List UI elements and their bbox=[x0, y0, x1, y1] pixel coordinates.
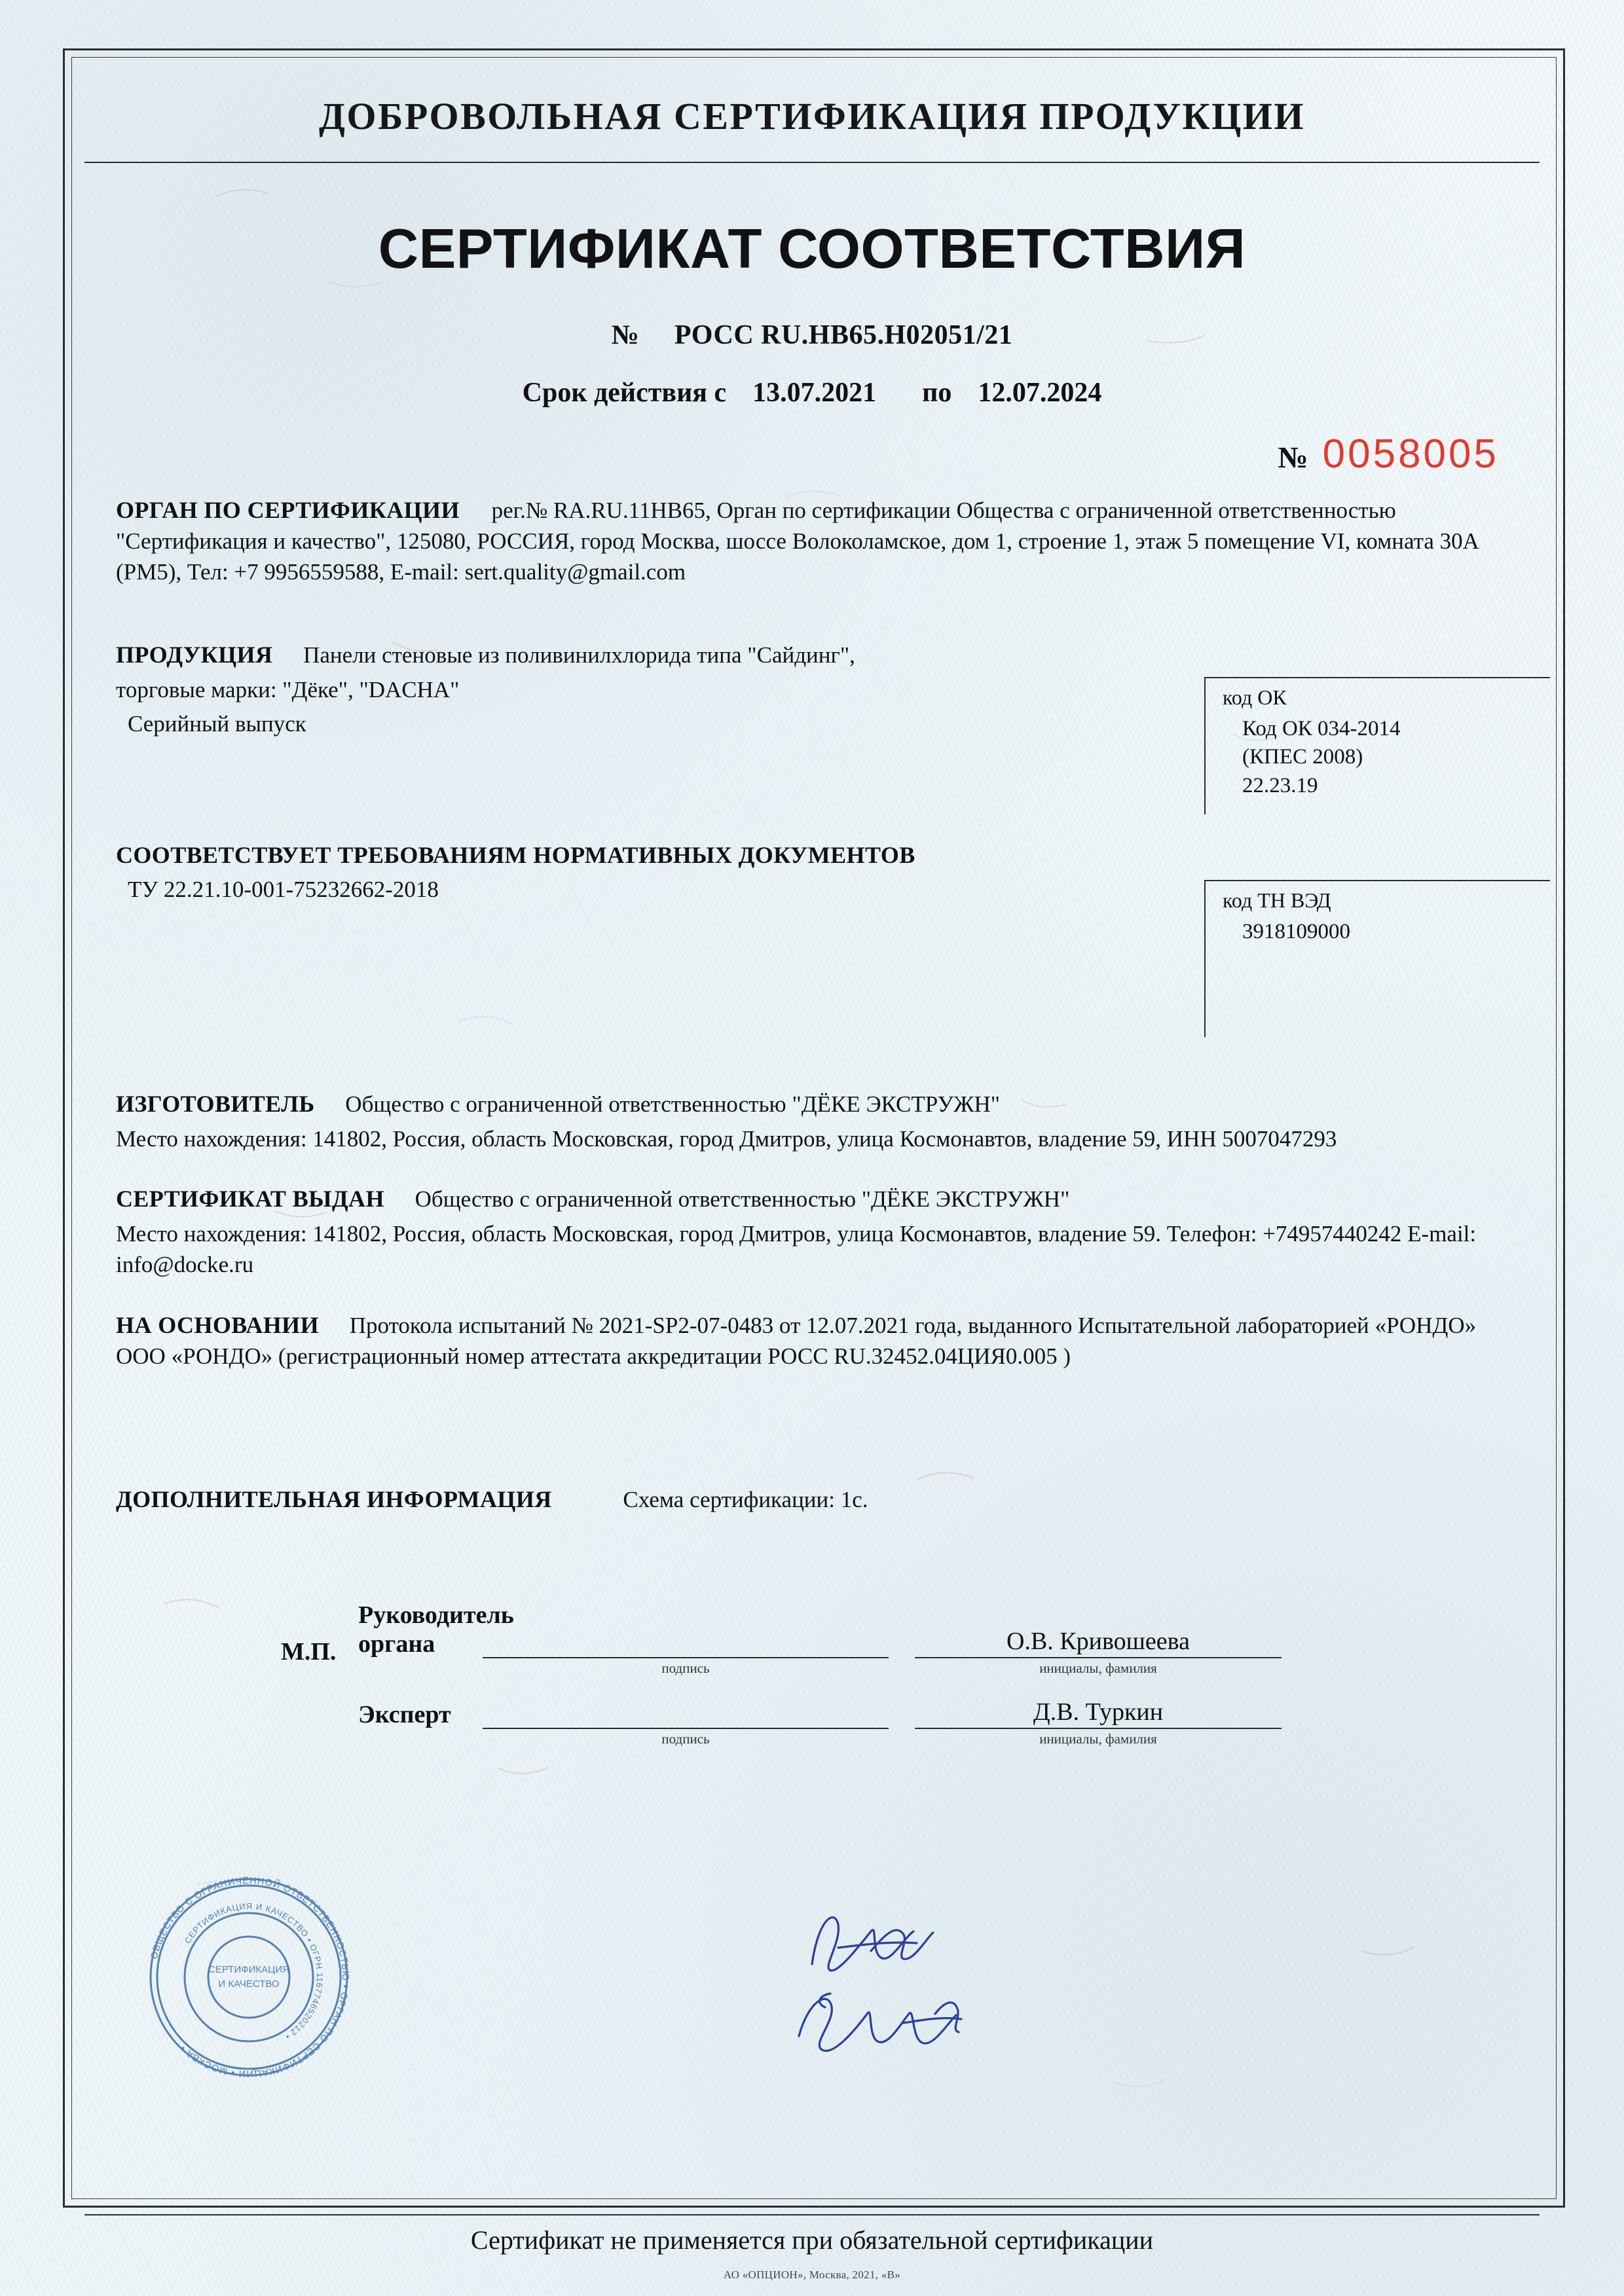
tnved-code-box bbox=[1204, 880, 1550, 1037]
signature-name-head bbox=[915, 1627, 1282, 1676]
signature-name-expert bbox=[915, 1698, 1282, 1747]
product-and-ok-block bbox=[84, 639, 1540, 855]
validity-label: Срок действия с bbox=[522, 378, 727, 408]
banner bbox=[84, 70, 1540, 163]
standards-text: ТУ 22.21.10-001-75232662-2018 bbox=[128, 876, 439, 902]
certificate-number-label: № bbox=[611, 320, 639, 350]
issued-to-name: Общество с ограниченной ответственностью "ДЁКЕ ЭКСТРУЖН" bbox=[415, 1186, 1070, 1212]
product-heading: ПРОДУКЦИЯ bbox=[116, 641, 273, 668]
svg-text:И КАЧЕСТВО: И КАЧЕСТВО bbox=[218, 1978, 280, 1990]
footer-note: Сертификат не применяется при обязательной сертификации bbox=[84, 2214, 1540, 2255]
issued-to-section bbox=[84, 1183, 1540, 1281]
signature-role-head: Руководитель органа bbox=[358, 1601, 514, 1658]
blank-number-sign: № bbox=[1278, 441, 1308, 474]
signature-caption-expert: подпись bbox=[661, 1730, 710, 1747]
ok-code-line-1: Код ОК 034-2014 bbox=[1242, 716, 1401, 740]
blank-number-value: 0058005 bbox=[1322, 431, 1499, 477]
manufacturer-section bbox=[84, 1088, 1540, 1155]
svg-text:СЕРТИФИКАЦИЯ И КАЧЕСТВО • ОГРН: СЕРТИФИКАЦИЯ И КАЧЕСТВО • ОГРН 1167746520212 • bbox=[182, 1901, 325, 2042]
issued-to-address: Место нахождения: 141802, Россия, область Московская, город Дмитров, улица Космонавтов, владение 59. Телефон: +74957440242 E-mail: info@docke.ru bbox=[116, 1221, 1477, 1278]
signature-name-head-text: О.В. Кривошеева bbox=[1006, 1627, 1190, 1655]
validity-date-from: 13.07.2021 bbox=[752, 378, 877, 408]
product-line-1: Панели стеновые из поливинилхлорида типа "Сайдинг", bbox=[303, 642, 855, 668]
standards-heading: СООТВЕТСТВУЕТ ТРЕБОВАНИЯМ НОРМАТИВНЫХ ДОКУМЕНТОВ bbox=[116, 841, 915, 868]
certificate-number-row bbox=[84, 319, 1540, 351]
ok-code-label: код ОК bbox=[1223, 685, 1287, 709]
signature-line-expert bbox=[483, 1698, 889, 1747]
validity-row bbox=[84, 377, 1540, 409]
signature-row-expert bbox=[116, 1698, 1505, 1747]
issued-to-heading: СЕРТИФИКАТ ВЫДАН bbox=[116, 1186, 384, 1212]
basis-heading: НА ОСНОВАНИИ bbox=[116, 1312, 319, 1339]
svg-text:ОБЩЕСТВО С ОГРАНИЧЕННОЙ ОТВЕТС: ОБЩЕСТВО С ОГРАНИЧЕННОЙ ОТВЕТСТВЕННОСТЬЮ • ОРГАН ПО СЕРТИФИКАЦИИ • МОСКВА • bbox=[149, 1875, 351, 2079]
additional-info-text: Схема сертификации: 1с. bbox=[623, 1486, 868, 1512]
ok-code-line-2: (КПЕС 2008) bbox=[1242, 745, 1363, 769]
additional-info-heading: ДОПОЛНИТЕЛЬНАЯ ИНФОРМАЦИЯ bbox=[116, 1485, 552, 1512]
product-line-2: торговые марки: "Дёке", "DACHA" bbox=[116, 676, 460, 702]
signature-area bbox=[84, 1601, 1540, 1747]
certificate-number-value: РОСС RU.НВ65.Н02051/21 bbox=[674, 320, 1013, 350]
manufacturer-heading: ИЗГОТОВИТЕЛЬ bbox=[116, 1090, 315, 1117]
manufacturer-address: Место нахождения: 141802, Россия, область Московская, город Дмитров, улица Космонавтов, владение 59, ИНН 5007047293 bbox=[116, 1125, 1337, 1152]
basis-text: Протокола испытаний № 2021-SP2-07-0483 от 12.07.2021 года, выданного Испытательной лабораторией «РОНДО» ООО «РОНДО» (регистрационный номер аттестата аккредитации РОСС RU.32452.04ЦИЯ0.005 ) bbox=[116, 1313, 1477, 1370]
validity-date-to: 12.07.2024 bbox=[978, 378, 1102, 408]
banner-title: ДОБРОВОЛЬНАЯ СЕРТИФИКАЦИЯ ПРОДУКЦИИ bbox=[319, 94, 1305, 137]
tnved-code-value: 3918109000 bbox=[1242, 919, 1350, 943]
additional-info-section bbox=[84, 1484, 1540, 1516]
tnved-code-label: код ТН ВЭД bbox=[1223, 888, 1331, 912]
standards-and-tnved-block bbox=[84, 839, 1540, 1036]
signature-role-expert: Эксперт bbox=[358, 1700, 451, 1728]
stamp-label: М.П. bbox=[281, 1637, 337, 1666]
certification-body-section bbox=[84, 494, 1540, 588]
signature-line-head bbox=[483, 1627, 889, 1676]
signature-name-caption-head: инициалы, фамилия bbox=[1039, 1660, 1157, 1676]
signature-caption-head: подпись bbox=[661, 1660, 710, 1676]
signature-name-expert-text: Д.В. Туркин bbox=[1033, 1698, 1164, 1726]
page-title: СЕРТИФИКАТ СООТВЕТСТВИЯ bbox=[378, 218, 1246, 280]
blank-number-row bbox=[84, 431, 1540, 477]
printer-imprint: АО «ОПЦИОН», Москва, 2021, «В» bbox=[723, 2269, 901, 2281]
manufacturer-name: Общество с ограниченной ответственностью "ДЁКЕ ЭКСТРУЖН" bbox=[345, 1091, 1001, 1117]
ok-code-line-3: 22.23.19 bbox=[1242, 774, 1318, 797]
certification-body-heading: ОРГАН ПО СЕРТИФИКАЦИИ bbox=[116, 497, 460, 523]
signature-name-caption-expert: инициалы, фамилия bbox=[1039, 1730, 1157, 1747]
basis-section bbox=[84, 1309, 1540, 1372]
validity-to-label: по bbox=[922, 378, 952, 408]
ok-code-box bbox=[1204, 677, 1550, 814]
product-line-3: Серийный выпуск bbox=[128, 711, 306, 737]
svg-text:СЕРТИФИКАЦИЯ: СЕРТИФИКАЦИЯ bbox=[208, 1964, 289, 1975]
certification-body-text: рег.№ RA.RU.11НВ65, Орган по сертификации Общества с ограниченной ответственностью "Сертификация и качество", 125080, РОССИЯ, город Москва, шоссе Волоколамское, дом 1, строение 1, этаж 5 помещение VI, комната 30А (РМ5), Тел: +7 9956559588, E-mail: sert.quality@gmail.com bbox=[116, 498, 1479, 585]
certificate-content bbox=[84, 162, 1540, 2193]
